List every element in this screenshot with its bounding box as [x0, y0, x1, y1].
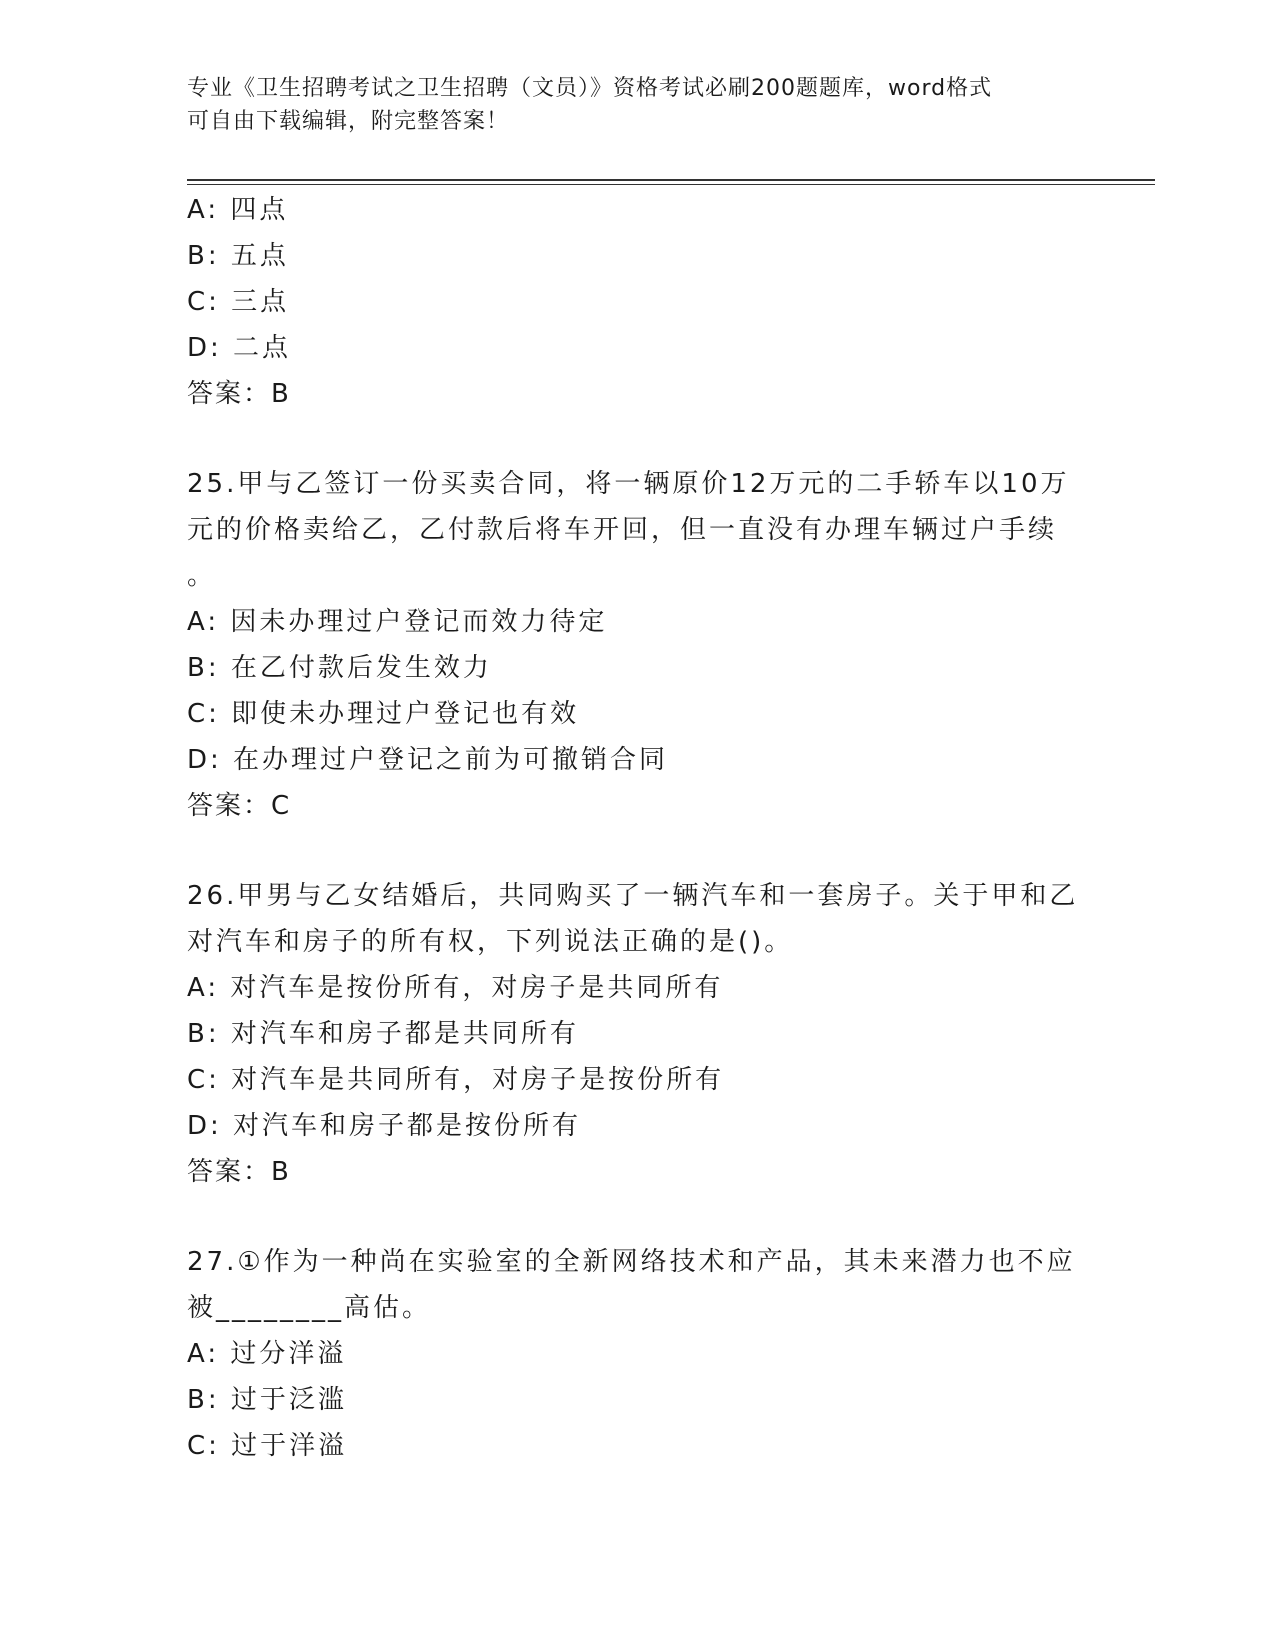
option-d: D: 对汽车和房子都是按份所有 [187, 1111, 582, 1141]
header-line-1: 专业《卫生招聘考试之卫生招聘（文员）》资格考试必刷200题题库，word格式 [187, 76, 993, 101]
option-b: B: 在乙付款后发生效力 [187, 653, 492, 683]
question-stem-line: 27.①作为一种尚在实验室的全新网络技术和产品，其未来潜力也不应 [187, 1247, 1076, 1277]
question-26 [187, 873, 1087, 1195]
question-content [187, 187, 1087, 1469]
question-stem-line: 26.甲男与乙女结婚后，共同购买了一辆汽车和一套房子。关于甲和乙 [187, 881, 1079, 911]
option-b: B: 过于泛滥 [187, 1385, 347, 1415]
option-a: A: 四点 [187, 195, 289, 225]
question-stem-line: 对汽车和房子的所有权，下列说法正确的是()。 [187, 927, 794, 957]
question-stem-line: 被________高估。 [187, 1293, 432, 1323]
option-b: B: 五点 [187, 241, 289, 271]
option-d: D: 在办理过户登记之前为可撤销合同 [187, 745, 669, 775]
option-a: A: 过分洋溢 [187, 1339, 347, 1369]
answer: 答案：C [187, 791, 292, 821]
question-stem-line: 。 [187, 561, 217, 591]
header-line-2: 可自由下载编辑，附完整答案！ [187, 109, 510, 134]
option-c: C: 三点 [187, 287, 290, 317]
option-c: C: 即使未办理过户登记也有效 [187, 699, 580, 729]
option-a: A: 因未办理过户登记而效力待定 [187, 607, 608, 637]
header-rule-thick [187, 179, 1155, 181]
question-stem-line: 元的价格卖给乙，乙付款后将车开回，但一直没有办理车辆过户手续 [187, 515, 1058, 545]
question-stem-line: 25.甲与乙签订一份买卖合同，将一辆原价12万元的二手轿车以10万 [187, 469, 1070, 499]
question-25 [187, 461, 1087, 829]
option-a: A: 对汽车是按份所有，对房子是共同所有 [187, 973, 724, 1003]
document-header [187, 72, 1067, 138]
option-b: B: 对汽车和房子都是共同所有 [187, 1019, 579, 1049]
answer: 答案：B [187, 1157, 291, 1187]
question-24 [187, 187, 1087, 417]
option-c: C: 对汽车是共同所有，对房子是按份所有 [187, 1065, 725, 1095]
answer: 答案：B [187, 379, 291, 409]
header-rule-thin [187, 184, 1155, 185]
option-d: D: 二点 [187, 333, 292, 363]
question-27 [187, 1239, 1087, 1469]
option-c: C: 过于洋溢 [187, 1431, 348, 1461]
